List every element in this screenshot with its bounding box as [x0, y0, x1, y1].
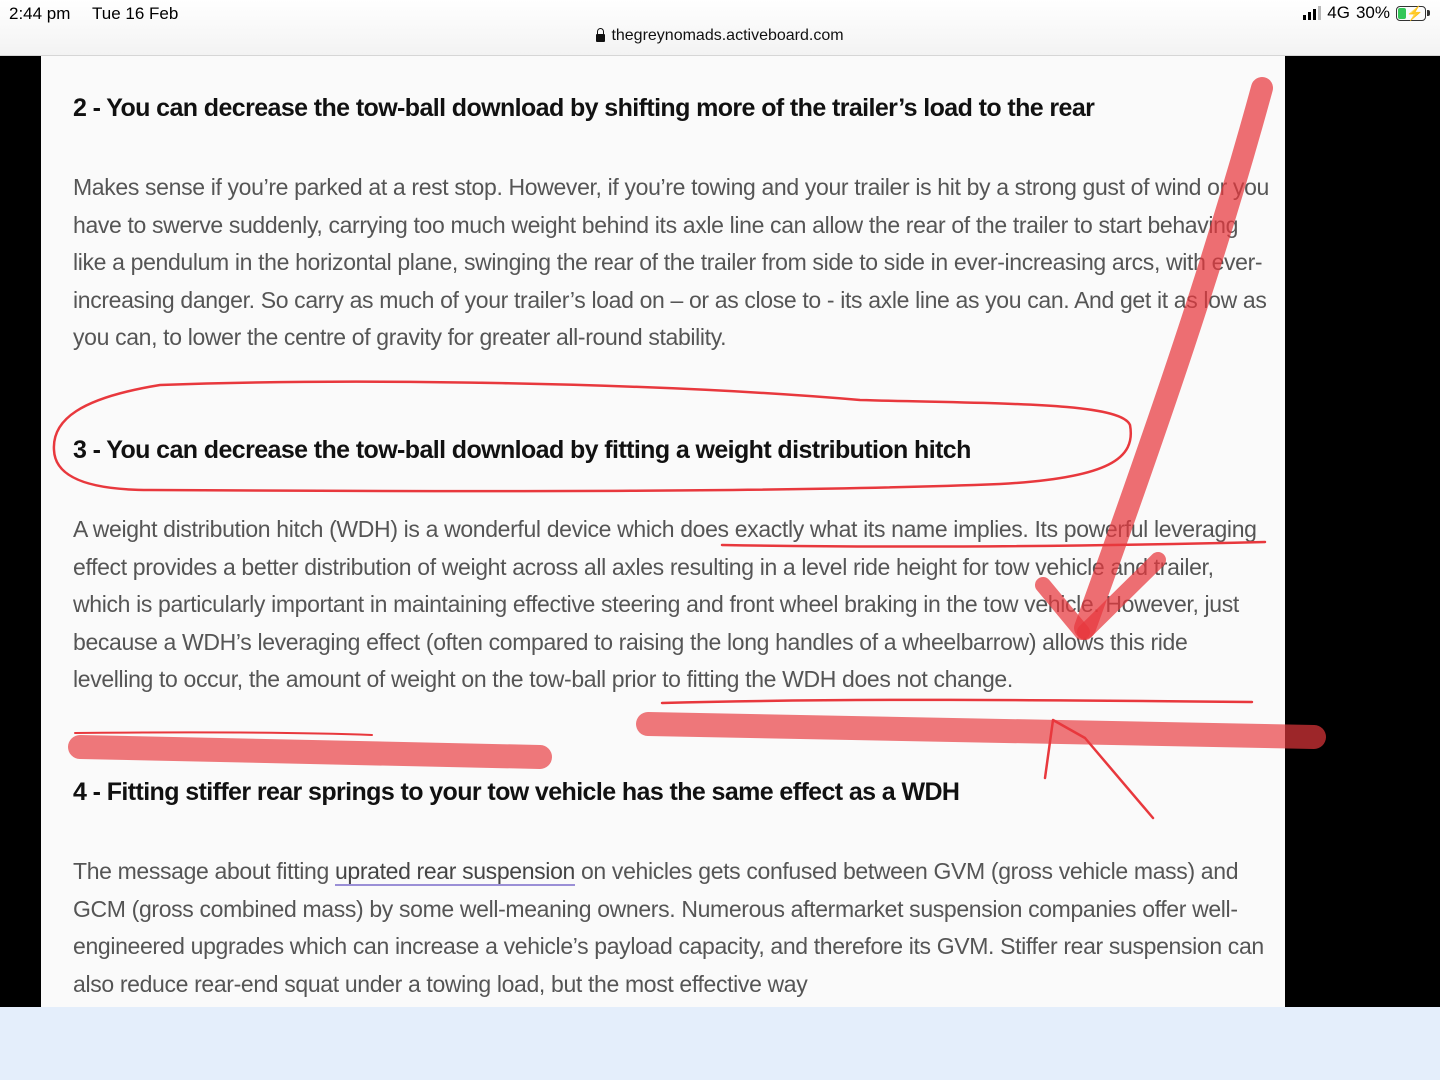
status-bar [0, 0, 1440, 56]
lock-icon [596, 34, 605, 42]
section-3-heading: 3 - You can decrease the tow-ball download by fitting a weight distribution hitch [73, 436, 971, 464]
section-2-body: Makes sense if you’re parked at a rest stop. However, if you’re towing and your trailer is hit by a strong gust of wind or you have to swerve suddenly, carrying too much weight behind its axle line can allow the rear of the trailer to start behaving like a pendulum in the horizontal plane, swinging the rear of the trailer from side to side in ever-increasing arcs, with ever-increasing danger. So carry as much of your trailer’s load on – or as close to - its axle line as you can. And get it as low as you can, to lower the centre of gravity for greater all-round stability. [73, 174, 1269, 350]
section-4-body-start: The message about fitting [73, 858, 335, 884]
battery-percentage: 30% [1355, 3, 1390, 22]
charging-bolt-icon: ⚡ [1406, 4, 1424, 21]
cellular-signal-icon [1303, 6, 1321, 20]
bottom-bar [0, 1007, 1440, 1080]
clock-time: 2:44 pm [9, 4, 71, 23]
clock-date: Tue 16 Feb [92, 4, 179, 23]
section-4-body [73, 853, 1273, 1003]
section-4-body-end: on vehicles gets confused between GVM (gross vehicle mass) and GCM (gross combined mass) by some well-meaning owners. Numerous aftermarket suspension companies offer well-engineered upgrades which can increase a vehicle’s payload capacity, and therefore its GVM. Stiffer rear suspension can also reduce rear-end squat under a towing load, but the most effective way [73, 858, 1264, 997]
section-3-body: A weight distribution hitch (WDH) is a wonderful device which does exactly what its name implies. Its powerful leveraging effect provides a better distribution of weight across all axles resulting in a level ride height for tow vehicle and trailer, which is particularly important in maintaining effective steering and front wheel braking in the tow vehicle. However, just because a WDH’s leveraging effect (often compared to raising the long handles of a wheelbarrow) allows this ride levelling to occur, the amount of weight on the tow-ball prior to fitting the WDH does not change. [73, 516, 1257, 692]
battery-icon [1396, 6, 1426, 21]
article-page[interactable] [41, 56, 1285, 1007]
section-4-heading: 4 - Fitting stiffer rear springs to your tow vehicle has the same effect as a WDH [73, 778, 960, 806]
address-bar[interactable] [0, 27, 1440, 45]
status-indicators [1303, 3, 1430, 23]
network-type: 4G [1327, 3, 1350, 22]
uprated-suspension-link[interactable]: uprated rear suspension [334, 858, 575, 884]
battery-tip [1427, 10, 1430, 16]
section-2-heading: 2 - You can decrease the tow-ball download by shifting more of the trailer’s load to the rear [73, 94, 1095, 122]
url-text[interactable]: thegreynomads.activeboard.com [611, 27, 844, 44]
